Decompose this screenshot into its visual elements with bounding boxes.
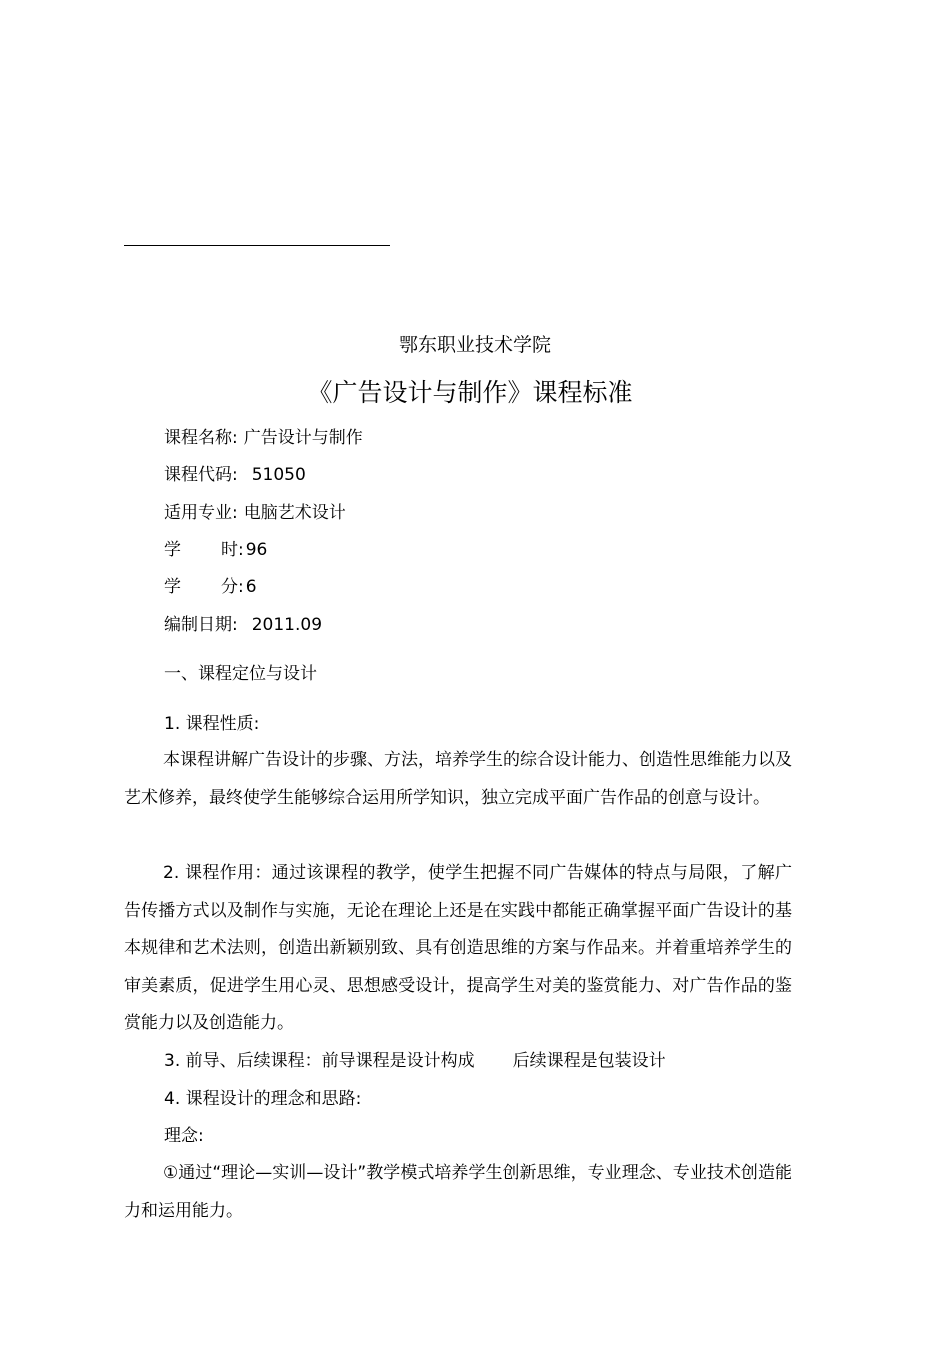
meta-label: 课程代码 [164,465,232,485]
meta-label: 分 [221,577,238,597]
meta-value: 96 [245,540,268,560]
meta-label: 学 [164,577,181,597]
meta-colon: : [232,615,238,635]
item-heading: 4. 课程设计的理念和思路: [164,1089,362,1109]
meta-major [164,503,346,523]
meta-label: 课程名称 [164,428,232,448]
meta-date [164,615,322,635]
meta-label: 学 [164,540,181,560]
section-heading: 一、课程定位与设计 [164,664,317,684]
header-rule [124,245,390,246]
meta-value: 电脑艺术设计 [243,503,346,523]
school-name: 鄂东职业技术学院 [398,334,551,356]
meta-credits [164,577,257,597]
meta-label: 编制日期 [164,615,232,635]
paragraph-concept: ①通过“理论—实训—设计”教学模式培养学生创新思维，专业理念、专业技术创造能力和运用能力。 [124,1163,792,1221]
concept-label: 理念: [164,1126,204,1146]
meta-course-code [164,465,306,485]
meta-value: 51050 [251,465,306,485]
meta-label: 时 [221,540,238,560]
meta-colon: : [232,428,238,448]
meta-colon: : [238,577,244,597]
prereq-text: 3. 前导、后续课程：前导课程是设计构成 [164,1051,475,1071]
meta-value: 广告设计与制作 [243,428,363,448]
meta-course-name [164,428,363,448]
item-prereq [164,1051,666,1071]
meta-value: 6 [245,577,257,597]
meta-value: 2011.09 [251,615,323,635]
document-title: 《广告设计与制作》课程标准 [307,378,633,407]
meta-label: 适用专业 [164,503,232,523]
meta-colon: : [232,465,238,485]
meta-colon: : [238,540,244,560]
followup-text: 后续课程是包装设计 [512,1051,666,1071]
meta-colon: : [232,503,238,523]
paragraph-role: 2. 课程作用：通过该课程的教学，使学生把握不同广告媒体的特点与局限，了解广告传播方式以及制作与实施，无论在理论上还是在实践中都能正确掌握平面广告设计的基本规律和艺术法则，创造出新颖别致、具有创造思维的方案与作品来。并着重培养学生的审美素质，促进学生用心灵、思想感受设计，提高学生对美的鉴赏能力、对广告作品的鉴赏能力以及创造能力。 [124,863,792,1033]
paragraph-nature: 本课程讲解广告设计的步骤、方法，培养学生的综合设计能力、创造性思维能力以及艺术修养，最终使学生能够综合运用所学知识，独立完成平面广告作品的创意与设计。 [124,750,792,808]
meta-hours [164,540,267,560]
item-heading: 1. 课程性质: [164,714,260,734]
